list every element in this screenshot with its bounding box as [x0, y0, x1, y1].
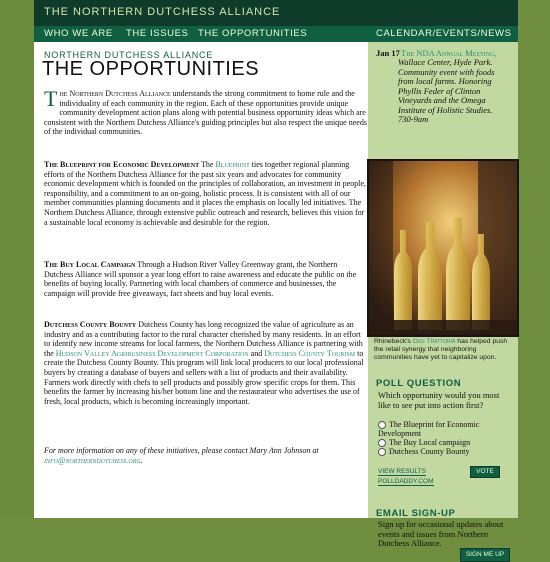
- event-date: Jan 17: [376, 48, 400, 58]
- county-bounty-paragraph: [44, 320, 368, 406]
- email-signup-title: EMAIL SIGN-UP: [376, 508, 456, 519]
- view-results-link[interactable]: VIEW RESULTS: [378, 468, 426, 475]
- poll-option-county-bounty[interactable]: [378, 447, 514, 456]
- county-bounty-text1: Dutchess County has long recognized the value of agriculture as an industry and as a contributing factor to the rural character cherished by many residents. In an effort to identify new income streams for local farmers, the Northern Dutchess Alliance is partnering with the: [44, 320, 363, 358]
- right-decorative-stripe: [518, 0, 550, 518]
- caption-pre: Rhinebeck's: [374, 338, 413, 345]
- dropcap: T: [44, 86, 58, 111]
- radio-button[interactable]: [378, 448, 386, 456]
- org-name-small: NORTHERN DUTCHESS ALLIANCE: [44, 50, 214, 60]
- poll-option-label: The Blueprint for Economic Development: [378, 420, 480, 439]
- nav-item-the-issues[interactable]: THE ISSUES: [126, 28, 189, 39]
- poll-option-label: Dutchess County Bounty: [389, 447, 470, 456]
- intro-lead: he Northern Dutchess Alliance: [59, 89, 171, 98]
- intro-text: understands the strong commitment to home rule and the individuality of each community in the region. Each of these opportunities provide unique community development action plans along with potential business opportunity ideas which are consistent with the Northern Dutchess Alliance's guiding principles but also respect the unique needs of the individual communities.: [44, 89, 367, 137]
- blueprint-pre: The: [201, 160, 216, 169]
- poll-option-label: The Buy Local campaign: [389, 438, 471, 447]
- polldaddy-link[interactable]: POLLDADDY.COM: [378, 478, 434, 485]
- calendar-events-news-heading: CALENDAR/EVENTS/NEWS: [376, 28, 512, 39]
- buy-local-heading: The Buy Local Campaign: [44, 260, 136, 269]
- buy-local-paragraph: [44, 260, 368, 298]
- page-title: THE OPPORTUNITIES: [42, 58, 260, 80]
- event-title-link[interactable]: The NDA Annual Meeting,: [401, 48, 497, 58]
- poll-option-buy-local[interactable]: [378, 438, 514, 447]
- gigi-trattoria-link[interactable]: Gigi Trattoria: [412, 338, 456, 345]
- email-signup-text: Sign up for occasional updates about events and issues from Northern Dutchess Alliance.: [378, 519, 504, 548]
- sidebar: [368, 42, 518, 558]
- blueprint-text: ties together regional planning efforts of the Northern Dutchess Alliance for the past six years and advocates for community economic development which is founded on the principles of collaboration, an investment in people, responsibility, and a commitment to an on-going, holistic process. It is consistent with all of our member communities planning documents and it places the emphasis on locally led initiatives. The Northern Dutchess Alliance, through extensive public outreach and research, believes this vision for a sustainable local economy is achievable and desirable for the region.: [44, 160, 366, 227]
- contact-text: For more information on any of these initiatives, please contact Mary Ann Johnson at: [44, 446, 319, 455]
- restaurant-photo: [368, 160, 518, 336]
- hudson-valley-agribusiness-link[interactable]: Hudson Valley Agribusiness Development Corporation: [55, 348, 249, 358]
- intro-paragraph: [44, 86, 368, 137]
- sign-me-up-button[interactable]: SIGN ME UP: [460, 548, 510, 562]
- photo-caption: [374, 338, 514, 362]
- buy-local-text: Through a Hudson River Valley Greenway grant, the Northern Dutchess Alliance will sponsor a year long effort to raise awareness and educate the public on the benefits of buying locally. Partnering with local chambers of commerce and businesses, the campaign will provide free giveaways, fact sheets and buy local events.: [44, 260, 357, 298]
- contact-end: .: [140, 455, 143, 465]
- county-bounty-text2: to create the Dutchess County Bounty. This program will link local producers to our local professional buyers by creating a database of buyers and sellers with a list of products and their availability. Farmers work directly with chefs to sell products and possibly grow specific crops for them. This benefits the farmer by increasing his/her bottom line and the restaurateur who advertises the use of fresh, local products, which is becoming increasingly important.: [44, 348, 364, 406]
- event-description: Wallace Center, Hyde Park. Community event with foods from local farms. Honoring Phyllis Feder of Clinton Vineyards and the Omega Institute of Holistic Studies. 730-9am: [398, 57, 495, 124]
- contact-email-link[interactable]: info@northerndutchess.org: [44, 455, 141, 465]
- blueprint-paragraph: [44, 160, 368, 227]
- blueprint-heading: The Blueprint for Economic Development: [44, 160, 200, 169]
- site-title[interactable]: THE NORTHERN DUTCHESS ALLIANCE: [44, 6, 281, 18]
- county-bounty-and: and: [248, 348, 265, 358]
- caption-post: has helped push the retail synergy that neighboring communities have yet to capitalize upon.: [374, 338, 508, 361]
- bottles-photo-illustration: [368, 160, 518, 336]
- main-content: [34, 42, 368, 518]
- nav-item-who-we-are[interactable]: WHO WE ARE: [44, 28, 113, 39]
- left-decorative-stripe: [0, 0, 34, 518]
- vote-button[interactable]: VOTE: [470, 466, 500, 478]
- county-bounty-heading: Dutchess County Bounty: [44, 320, 137, 329]
- contact-paragraph: [44, 446, 368, 465]
- dutchess-county-tourism-link[interactable]: Dutchess County Tourism: [264, 348, 356, 358]
- blueprint-link[interactable]: Blueprint: [215, 160, 250, 169]
- radio-button[interactable]: [378, 421, 386, 429]
- radio-button[interactable]: [378, 439, 386, 447]
- poll-question: Which opportunity would you most like to see put into action first?: [378, 390, 500, 410]
- top-header-bar: [34, 0, 518, 26]
- poll-option-blueprint[interactable]: [378, 420, 514, 438]
- nav-item-the-opportunities[interactable]: THE OPPORTUNITIES: [198, 28, 308, 39]
- sidebar-header: [368, 26, 518, 42]
- poll-title: POLL QUESTION: [376, 378, 462, 389]
- main-navigation: [34, 26, 368, 42]
